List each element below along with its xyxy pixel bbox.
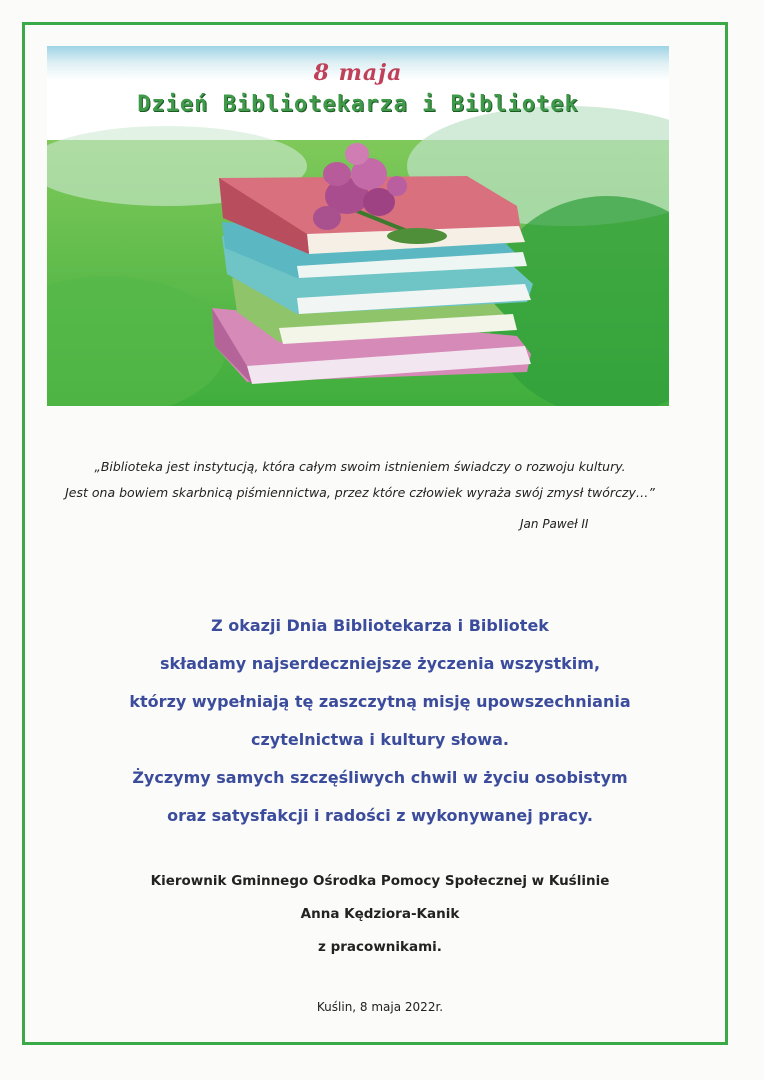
header-banner xyxy=(47,46,669,406)
banner-title: Dzień Bibliotekarza i Bibliotek xyxy=(137,92,579,117)
quote xyxy=(40,454,680,506)
wishes-line: oraz satysfakcji i radości z wykonywanej pracy. xyxy=(167,806,593,825)
signature xyxy=(40,865,720,964)
signature-line: Anna Kędziora-Kanik xyxy=(300,906,460,922)
quote-line: Jest ona bowiem skarbnicą piśmiennictwa, przez które człowiek wyraża swój zmysł twórczy…” xyxy=(65,485,655,500)
wishes-line: składamy najserdeczniejsze życzenia wszystkim, xyxy=(159,654,601,673)
signature-line: Kierownik Gminnego Ośrodka Pomocy Społecznej w Kuślinie xyxy=(150,873,610,889)
wishes-line: Z okazji Dnia Bibliotekarza i Bibliotek xyxy=(211,616,549,635)
wishes-line: Życzymy samych szczęśliwych chwil w życiu osobistym xyxy=(132,768,628,787)
banner-date: 8 maja xyxy=(313,60,403,86)
quote-author: Jan Paweł II xyxy=(520,517,589,531)
wishes-line: czytelnictwa i kultury słowa. xyxy=(251,730,509,749)
quote-line: „Biblioteka jest instytucją, która całym swoim istnieniem świadczy o rozwoju kultury. xyxy=(94,459,626,474)
place-date: Kuślin, 8 maja 2022r. xyxy=(316,1000,444,1014)
wishes-text xyxy=(40,607,720,835)
wishes-line: którzy wypełniają tę zaszczytną misję upowszechniania xyxy=(129,692,631,711)
signature-line: z pracownikami. xyxy=(318,939,442,955)
